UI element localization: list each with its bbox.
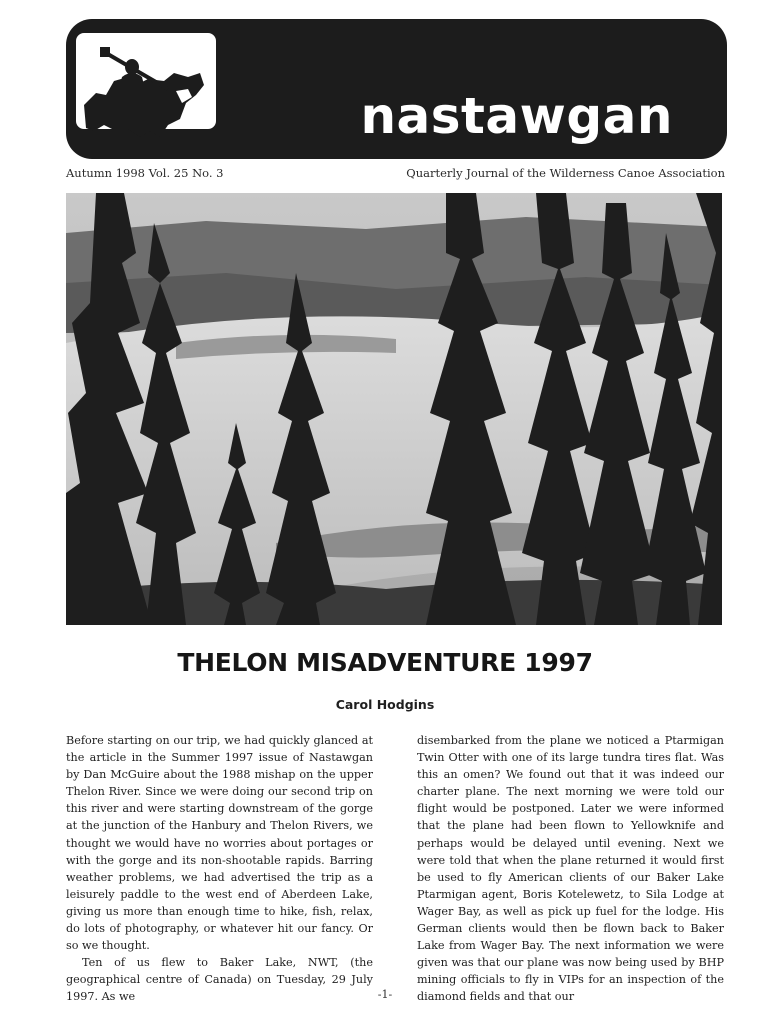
page-number: -1- bbox=[377, 988, 393, 1001]
river-forest-photo bbox=[66, 193, 722, 625]
cover-photo bbox=[66, 193, 722, 625]
journal-tagline: Quarterly Journal of the Wilderness Canoe Association bbox=[406, 166, 725, 180]
article-paragraph: Before starting on our trip, we had quickly glanced at the article in the Summer 1997 issue of Nastawgan by Dan McGuire about the 1988 mishap on the upper Thelon River. Since we were doing our second trip on this river and were starting downstream of the gorge at the junction of the Hanbury and Thelon Rivers, we thought we would have no worries about portages or with the gorge and its non-shootable rapids. Barring weather problems, we had advertised the trip as a leisurely paddle to the west end of Aberdeen Lake, giving us more than enough time to hike, fish, relax, do lots of photography, or whatever hit our fancy. Or so we thought. bbox=[66, 734, 373, 953]
issue-info: Autumn 1998 Vol. 25 No. 3 bbox=[66, 166, 224, 180]
article-column-left bbox=[66, 732, 373, 1006]
article-author: Carol Hodgins bbox=[335, 697, 435, 712]
article-column-right bbox=[417, 732, 724, 1006]
article-title: THELON MISADVENTURE 1997 bbox=[177, 648, 593, 677]
masthead bbox=[66, 19, 727, 159]
masthead-title: nastawgan bbox=[360, 87, 673, 145]
canoeist-map-logo-icon bbox=[76, 33, 216, 129]
article-paragraph: disembarked from the plane we noticed a Ptarmigan Twin Otter with one of its large tundra tires flat. Was this an omen? We found out that it was indeed our charter plane. The next morning we were told our flight would be postponed. Later we were informed that the plane had been flown to Yellowknife and perhaps would be delayed until evening. Next we were told that when the plane returned it would first be used to fly American clients of our Baker Lake Ptarmigan agent, Boris Kotelewetz, to Sila Lodge at Wager Bay, as well as pick up fuel for the lodge. His German clients would then be flown back to Baker Lake from Wager Bay. The next information we were given was that our plane was now being used by BHP mining officials to fly in VIPs for an inspection of the diamond fields and that our bbox=[417, 734, 724, 1004]
article-paragraph: Ten of us flew to Baker Lake, NWT, (the geographical centre of Canada) on Tuesday, 29 July 1997. As we bbox=[66, 956, 373, 1004]
